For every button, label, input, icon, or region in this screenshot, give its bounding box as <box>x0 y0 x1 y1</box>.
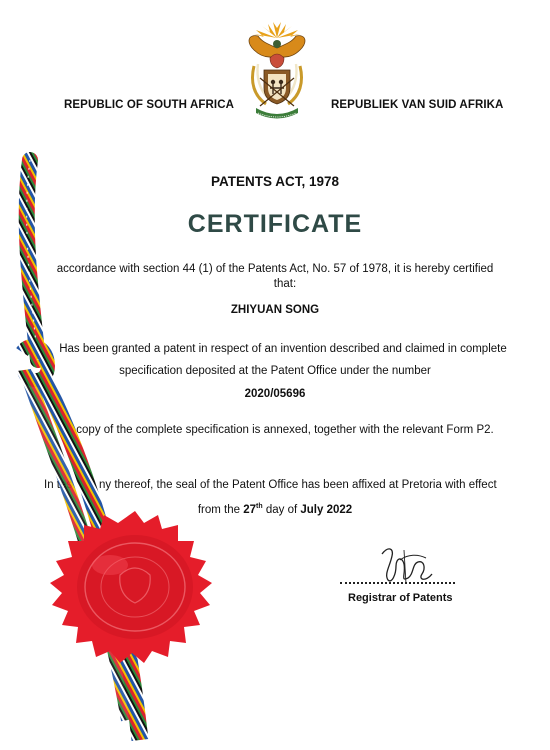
date-from-the: from the <box>197 503 241 516</box>
testimony-line-start: In tes <box>44 479 73 491</box>
wax-seal-icon <box>40 505 230 665</box>
accordance-line-continued: that: <box>273 278 297 290</box>
date-day-of: day of <box>265 503 298 516</box>
date-day: 27th <box>243 503 263 516</box>
copy-annexed-line: copy of the complete specification is annexed, together with the relevant Form P2. <box>76 424 494 436</box>
granted-line-1: Has been granted a patent in respect of an invention described and claimed in complete <box>59 343 507 355</box>
act-title: PATENTS ACT, 1978 <box>210 174 340 189</box>
patent-number: 2020/05696 <box>244 388 306 400</box>
header-republic-en: REPUBLIC OF SOUTH AFRICA <box>64 99 234 111</box>
granted-line-2: specification deposited at the Patent Office under the number <box>119 365 431 377</box>
certificate-title: CERTIFICATE <box>187 210 363 238</box>
grantee-name: ZHIYUAN SONG <box>230 304 320 316</box>
date-month-year: July 2022 <box>300 503 353 516</box>
testimony-line-end: ny thereof, the seal of the Patent Office has been affixed at Pretoria with effect <box>99 479 497 491</box>
header-republic-af: REPUBLIEK VAN SUID AFRIKA <box>331 99 504 111</box>
registrar-label: Registrar of Patents <box>348 592 453 604</box>
accordance-line: accordance with section 44 (1) of the Patents Act, No. 57 of 1978, it is hereby certified <box>56 263 494 275</box>
